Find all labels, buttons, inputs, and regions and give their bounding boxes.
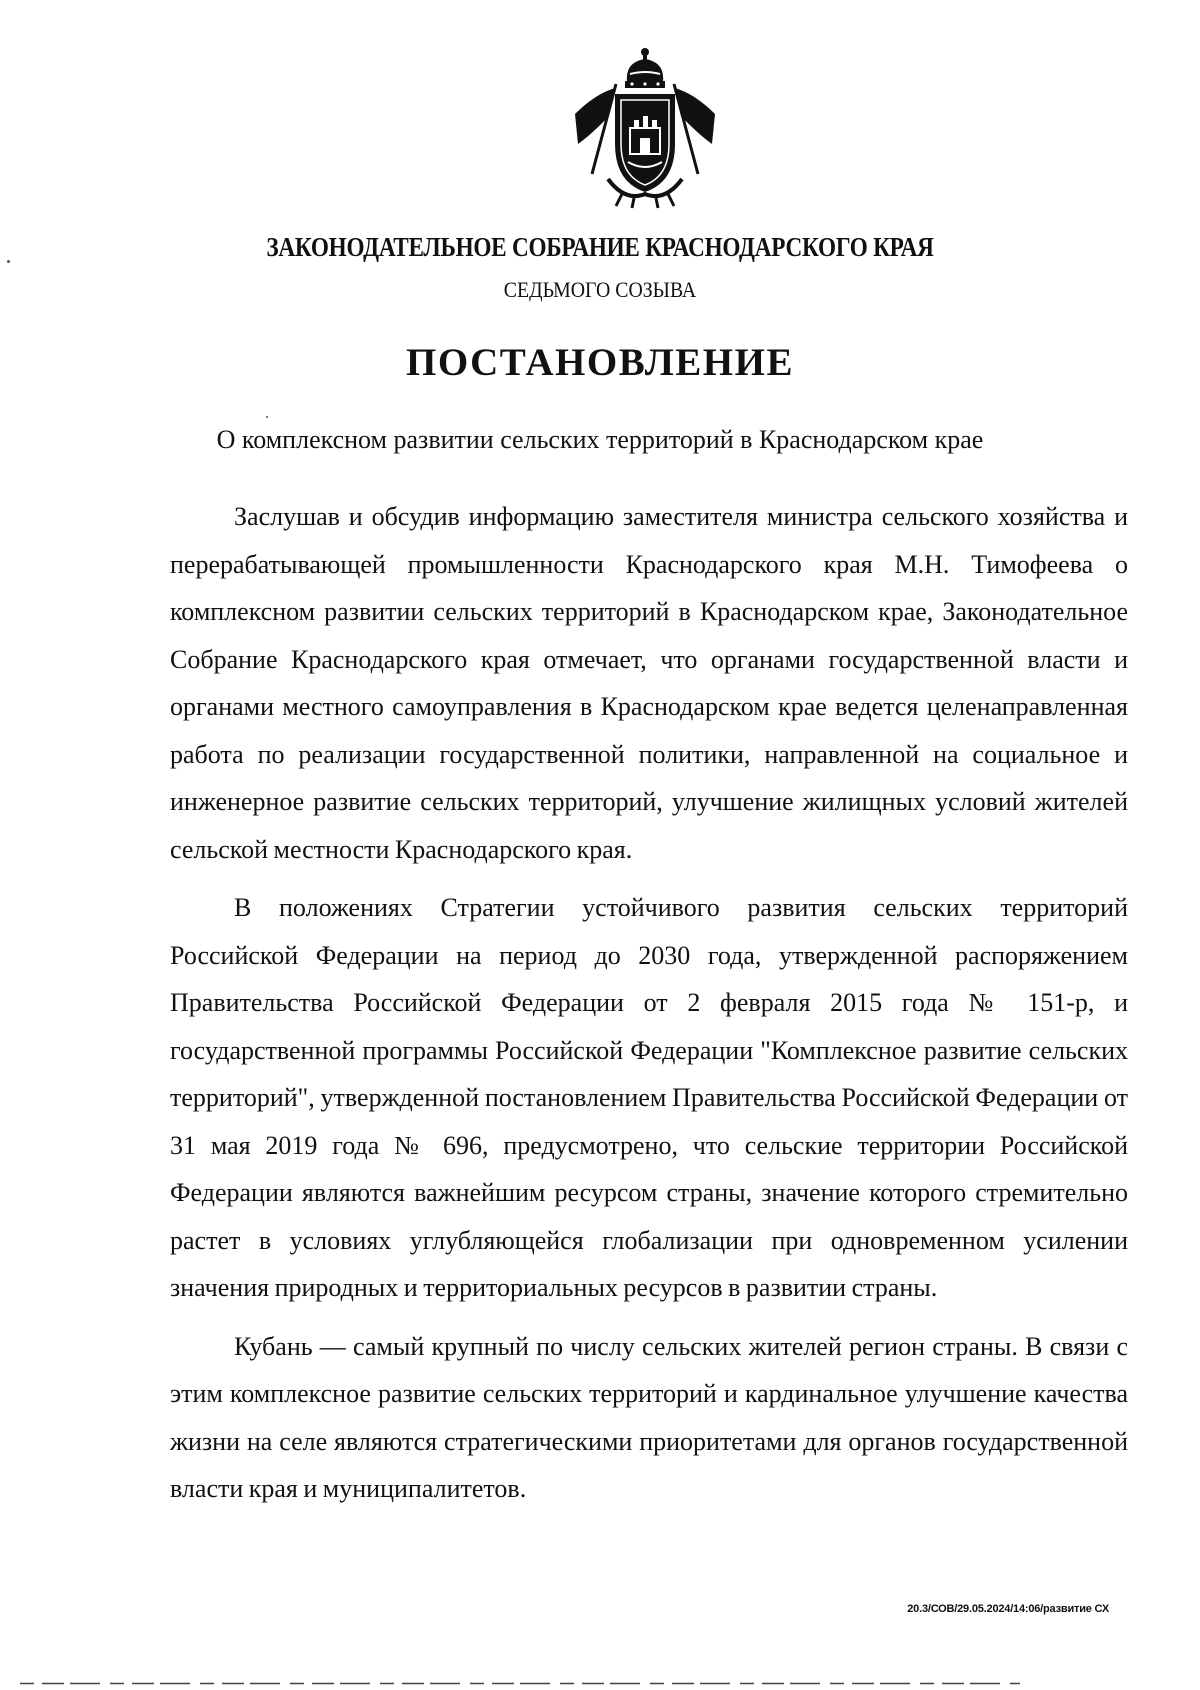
convocation-subtitle: СЕДЬМОГО СОЗЫВА bbox=[503, 277, 697, 302]
body-paragraph-3: Кубань — самый крупный по числу сельских жителей регион страны. В связи с этим комплексное развитие сельских территорий и кардинальное улучшение качества жизни на селе являются стратегическими приоритетами для органов государственной власти края и муниципалитетов. bbox=[170, 1331, 1128, 1503]
scan-speck bbox=[7, 260, 10, 263]
scan-speck bbox=[266, 416, 268, 418]
body-paragraph-1: Заслушав и обсудив информацию заместителя министра сельского хозяйства и перерабатывающей промышленности Краснодарского края М.Н. Тимофеева о комплексном развитии сельских территорий в Краснодарском крае, Законодательное Собрание Краснодарского края отмечает, что органами государственной власти и органами местного самоуправления в Краснодарском крае ведется целенаправленная работа по реализации государственной политики, направленной на социальное и инженерное развитие сельских территорий, улучшение жилищных условий жителей сельской местности Краснодарского края. bbox=[170, 502, 1128, 864]
scan-edge-marks bbox=[20, 1682, 1200, 1685]
organization-title: ЗАКОНОДАТЕЛЬНОЕ СОБРАНИЕ КРАСНОДАРСКОГО КРАЯ bbox=[266, 232, 934, 262]
coat-of-arms-icon bbox=[570, 44, 720, 209]
document-reference-footer: 20.3/СОВ/29.05.2024/14:06/развитие СХ bbox=[907, 1603, 1109, 1615]
document-body bbox=[170, 493, 1128, 1513]
document-type-heading: ПОСТАНОВЛЕНИЕ bbox=[405, 341, 794, 384]
body-paragraph-2: В положениях Стратегии устойчивого развития сельских территорий Российской Федерации на период до 2030 года, утвержденной распоряжением Правительства Российской Федерации от 2 февраля 2015 года № 151-р, и государственной программы Российской Федерации "Комплексное развитие сельских территорий", утвержденной постановлением Правительства Российской Федерации от 31 мая 2019 года № 696, предусмотрено, что сельские территории Российской Федерации являются важнейшим ресурсом страны, значение которого стремительно растет в условиях углубляющейся глобализации при одновременном усилении значения природных и территориальных ресурсов в развитии страны. bbox=[170, 893, 1128, 1302]
document-subject: О комплексном развитии сельских территорий в Краснодарском крае bbox=[216, 425, 984, 454]
